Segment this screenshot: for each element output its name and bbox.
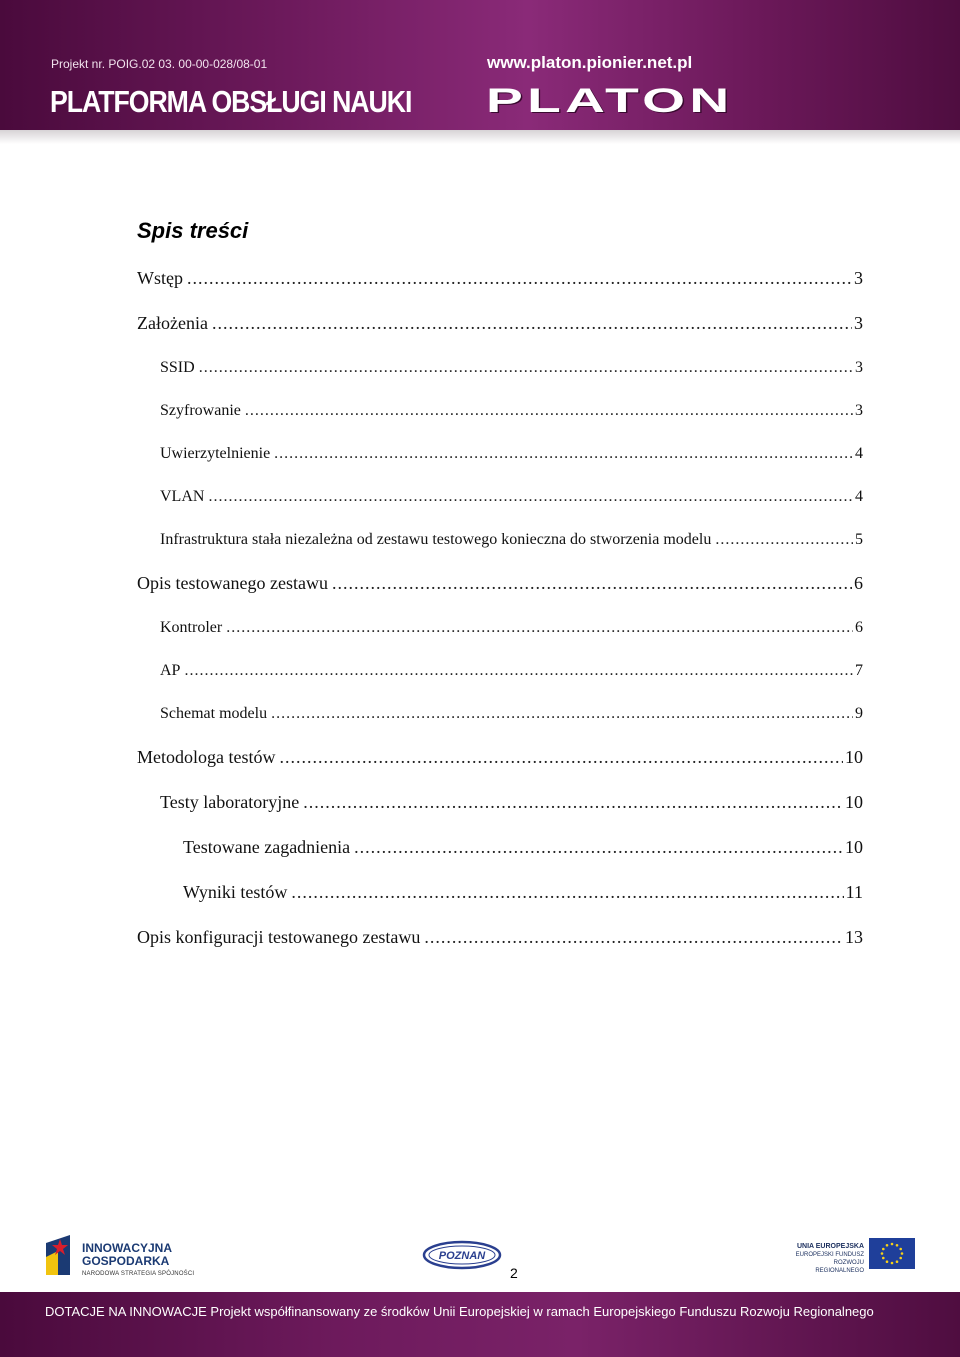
toc-leader (274, 445, 853, 463)
toc-entry-label: Testy laboratoryjne (160, 792, 300, 812)
toc-title: Spis treści (137, 218, 249, 243)
toc-leader (332, 573, 852, 594)
innovative-economy-logo (82, 1242, 194, 1281)
toc-entry-page: 6 (854, 573, 863, 593)
toc-entry-page: 5 (855, 531, 863, 548)
toc-entry-page: 7 (855, 662, 863, 679)
toc-leader (245, 402, 853, 420)
toc-entry-label: Wyniki testów (183, 882, 288, 902)
toc-entry[interactable] (160, 662, 863, 680)
toc-entry-label: Uwierzytelnienie (160, 445, 271, 462)
toc-entry-label: Opis konfiguracji testowanego zestawu (137, 927, 421, 947)
toc-entry-page: 10 (845, 837, 863, 857)
toc-leader (291, 882, 843, 903)
header-shadow (0, 130, 960, 144)
eu-logo-text (784, 1243, 864, 1275)
toc-entry[interactable] (183, 882, 863, 903)
logo-left-line2: GOSPODARKA (82, 1254, 170, 1268)
toc-entry[interactable] (160, 619, 863, 637)
toc-entry-page: 13 (845, 927, 863, 947)
toc-entry-label: AP (160, 662, 181, 679)
toc-leader (271, 705, 853, 723)
toc-leader (279, 747, 843, 768)
toc-entry[interactable] (160, 445, 863, 463)
logo-right-line1: UNIA EUROPEJSKA (796, 1243, 864, 1250)
footer-logos (0, 1225, 960, 1285)
toc-leader (199, 359, 853, 377)
toc-entry-page: 3 (854, 313, 863, 333)
eu-flag-icon (869, 1238, 915, 1269)
toc-entry-page: 3 (855, 402, 863, 419)
poznan-logo-icon (422, 1239, 502, 1271)
toc-entry-label: Metodologa testów (137, 747, 276, 767)
toc-leader (184, 662, 853, 680)
toc-entry[interactable] (137, 573, 863, 594)
toc-leader (226, 619, 853, 637)
toc-entry-page: 6 (855, 619, 863, 636)
toc-entry-page: 3 (855, 359, 863, 376)
toc-entry-label: Wstęp (137, 268, 183, 288)
toc-entry-page: 4 (855, 488, 863, 505)
toc-entry-label: VLAN (160, 488, 205, 505)
project-number: Projekt nr. POIG.02 03. 00-00-028/08-01 (51, 57, 268, 71)
toc-entry-page: 11 (845, 882, 863, 902)
toc-leader (212, 313, 852, 334)
platform-title: PLATFORMA OBSŁUGI NAUKI (50, 84, 412, 119)
logo-right-line2: EUROPEJSKI FUNDUSZ (795, 1252, 864, 1258)
toc-entry-label: Szyfrowanie (160, 402, 241, 419)
logo-left-line1: INNOWACYJNA (82, 1241, 173, 1255)
innovative-economy-logo-icon (44, 1233, 72, 1277)
toc-entry-label: Opis testowanego zestawu (137, 573, 328, 593)
footer-text: DOTACJE NA INNOWACJE Projekt współfinansowany ze środków Unii Europejskiej w ramach Europejskiego Funduszu Rozwoju Regionalnego (45, 1304, 874, 1319)
toc-entry[interactable] (160, 531, 863, 549)
poznan-logo-text: POZNAN (438, 1250, 486, 1262)
toc-leader (354, 837, 843, 858)
toc-entry[interactable] (160, 705, 863, 723)
toc-entry-page: 10 (845, 792, 863, 812)
toc-entry-page: 3 (854, 268, 863, 288)
toc-entry[interactable] (183, 837, 863, 858)
toc-entry-label: Kontroler (160, 619, 223, 636)
toc-entry[interactable] (137, 747, 863, 768)
toc-entry[interactable] (137, 313, 863, 334)
toc-entry-label: Założenia (137, 313, 208, 333)
header-banner (0, 0, 960, 130)
logo-right-line3: ROZWOJU REGIONALNEGO (815, 1260, 864, 1274)
toc-leader (208, 488, 853, 506)
page-number: 2 (510, 1265, 518, 1281)
logo-left-line3: NARODOWA STRATEGIA SPÓJNOŚCI (82, 1271, 195, 1277)
toc-leader (303, 792, 843, 813)
toc-leader (187, 268, 852, 289)
toc-entry[interactable] (137, 268, 863, 289)
toc-leader (424, 927, 843, 948)
toc-entry-label: Infrastruktura stała niezależna od zestawu testowego konieczna do stworzenia modelu (160, 531, 712, 548)
platon-logo: PLATON (486, 82, 734, 120)
toc-entry-label: Schemat modelu (160, 705, 268, 722)
toc-entry[interactable] (160, 488, 863, 506)
toc-entry[interactable] (137, 927, 863, 948)
toc-entry-label: Testowane zagadnienia (183, 837, 351, 857)
toc-entry-page: 10 (845, 747, 863, 767)
toc-entry-label: SSID (160, 359, 195, 376)
site-url[interactable]: www.platon.pionier.net.pl (487, 53, 693, 72)
toc-entry[interactable] (160, 359, 863, 377)
toc-entry[interactable] (160, 402, 863, 420)
toc-entry-page: 4 (855, 445, 863, 462)
toc-entry-page: 9 (855, 705, 863, 722)
toc-entry[interactable] (160, 792, 863, 813)
toc-leader (715, 531, 853, 549)
footer-bar (0, 1292, 960, 1357)
